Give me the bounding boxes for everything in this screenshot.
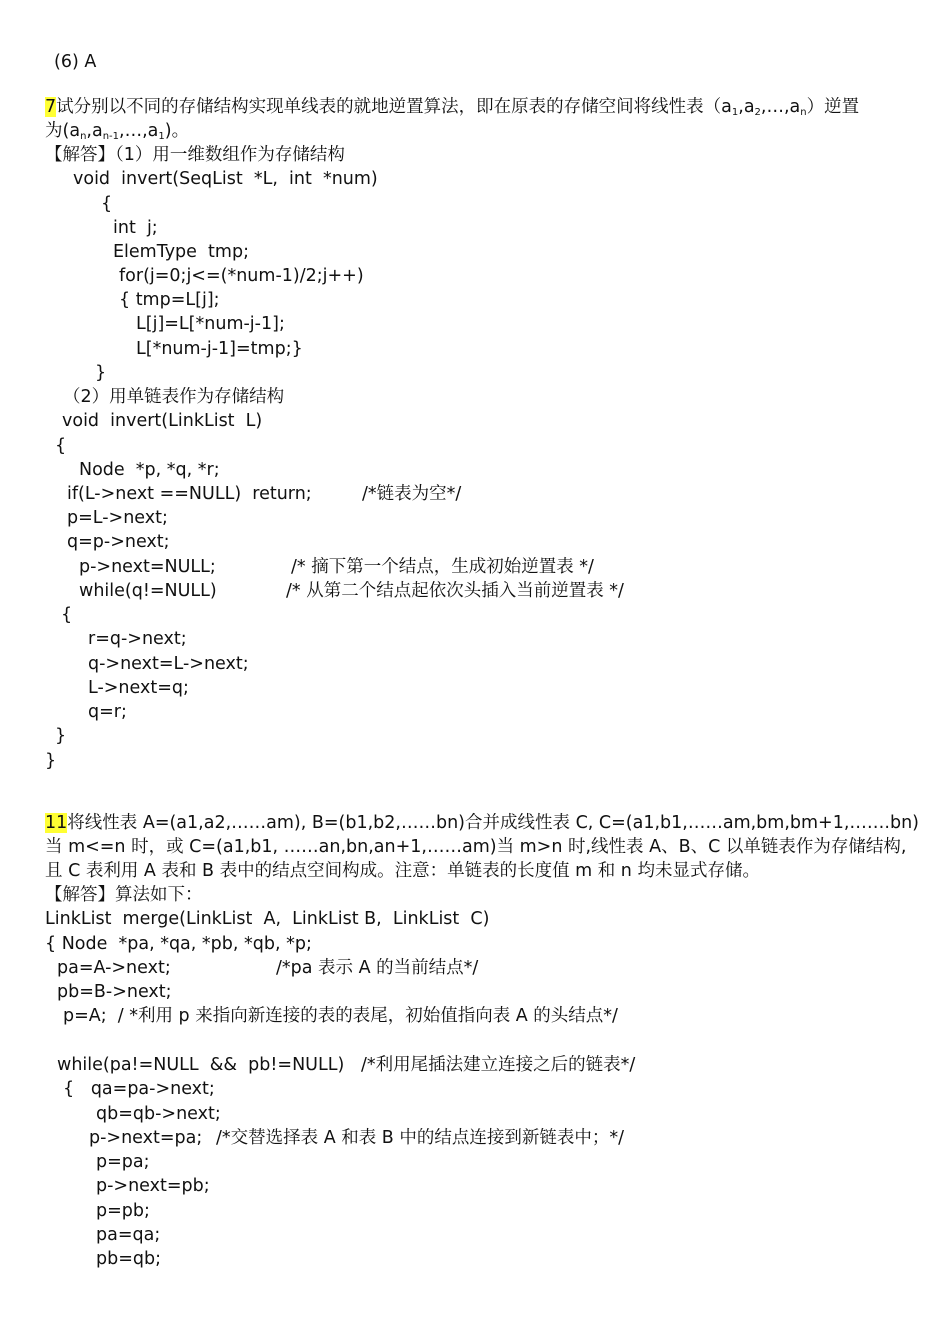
code-line: pa=A->next; [57, 958, 171, 978]
code-line: if(L->next ==NULL) return; [67, 484, 312, 504]
question-number-badge: 11 [45, 813, 68, 833]
code-line: p=L->next; [67, 508, 168, 528]
code-line: pb=B->next; [57, 982, 172, 1002]
code-line: { [61, 605, 73, 625]
code-line: q=p->next; [67, 532, 170, 552]
code-line: q->next=L->next; [88, 654, 249, 674]
code-line: } [95, 363, 107, 383]
question-11-line-1: 11将线性表 A=(a1,a2,……am), B=(b1,b2,……bn)合并成线性表 C, C=(a1,b1,……am,bm,bm+1,…….bn) [45, 813, 920, 833]
code-line: L[j]=L[*num-j-1]; [136, 314, 285, 334]
solution-header: 【解答】（1）用一维数组作为存储结构 [45, 145, 345, 165]
code-line: { [55, 436, 67, 456]
code-line: p->next=pa; [89, 1128, 203, 1148]
code-comment: /* 摘下第一个结点，生成初始逆置表 */ [291, 557, 594, 577]
code-comment: /*利用尾插法建立连接之后的链表*/ [361, 1055, 636, 1075]
code-line: p->next=NULL; [79, 557, 216, 577]
question-7-line-2: 为$(a_n,a_{n-1},\dots,a_1)$。 [45, 121, 190, 142]
code-line: p=A; / *利用 p 来指向新连接的表的表尾，初始值指向表 A 的头结点*/ [63, 1006, 618, 1026]
code-line: { [101, 194, 113, 214]
code-line: qb=qb->next; [96, 1104, 221, 1124]
code-line: { tmp=L[j]; [119, 290, 220, 310]
code-line: void invert(LinkList L) [62, 411, 263, 431]
code-line: p=pb; [96, 1201, 150, 1221]
code-line: ElemType tmp; [113, 242, 249, 262]
code-line: for(j=0;j<=(*num-1)/2;j++) [119, 266, 364, 286]
code-line: pa=qa; [96, 1225, 161, 1245]
question-number-badge: 7 [45, 97, 57, 117]
code-comment: /*交替选择表 A 和表 B 中的结点连接到新链表中；*/ [216, 1128, 625, 1148]
question-7-line-1: 7试分别以不同的存储结构实现单线表的就地逆置算法，即在原表的存储空间将线性表$(a_1,a_2,\dots,a_n)$逆置 [45, 97, 860, 118]
code-line: p->next=pb; [96, 1176, 210, 1196]
code-line: { qa=pa->next; [63, 1079, 215, 1099]
code-line: while(q!=NULL) [79, 581, 217, 601]
code-comment: /* 从第二个结点起依次头插入当前逆置表 */ [286, 581, 624, 601]
question-11-line-2: 当 m<=n 时，或 C=(a1,b1, ……an,bn,an+1,……am)当 m>n 时,线性表 A、B、C 以单链表作为存储结构, [45, 837, 907, 857]
code-line: while(pa!=NULL && pb!=NULL) [57, 1055, 345, 1075]
question-11-line-3: 且 C 表利用 A 表和 B 表中的结点空间构成。注意：单链表的长度值 m 和 n 均未显式存储。 [45, 861, 760, 881]
code-line: r=q->next; [88, 629, 187, 649]
code-line: Node *p, *q, *r; [79, 460, 220, 480]
part-2-header: （2）用单链表作为存储结构 [63, 387, 285, 407]
code-line: } [45, 751, 57, 771]
code-line: L[*num-j-1]=tmp;} [136, 339, 303, 359]
code-line: L->next=q; [88, 678, 189, 698]
solution-header: 【解答】算法如下： [45, 885, 203, 905]
code-line: p=pa; [96, 1152, 150, 1172]
code-line: { Node *pa, *qa, *pb, *qb, *p; [45, 934, 312, 954]
code-line: pb=qb; [96, 1249, 161, 1269]
code-comment: /*链表为空*/ [362, 484, 462, 504]
code-comment: /*pa 表示 A 的当前结点*/ [276, 958, 479, 978]
prior-answer: (6) A [54, 52, 97, 72]
code-line: void invert(SeqList *L, int *num) [73, 169, 378, 189]
code-line: } [55, 726, 67, 746]
code-line: LinkList merge(LinkList A, LinkList B, LinkList C) [45, 909, 490, 929]
code-line: q=r; [88, 702, 127, 722]
code-line: int j; [113, 218, 158, 238]
